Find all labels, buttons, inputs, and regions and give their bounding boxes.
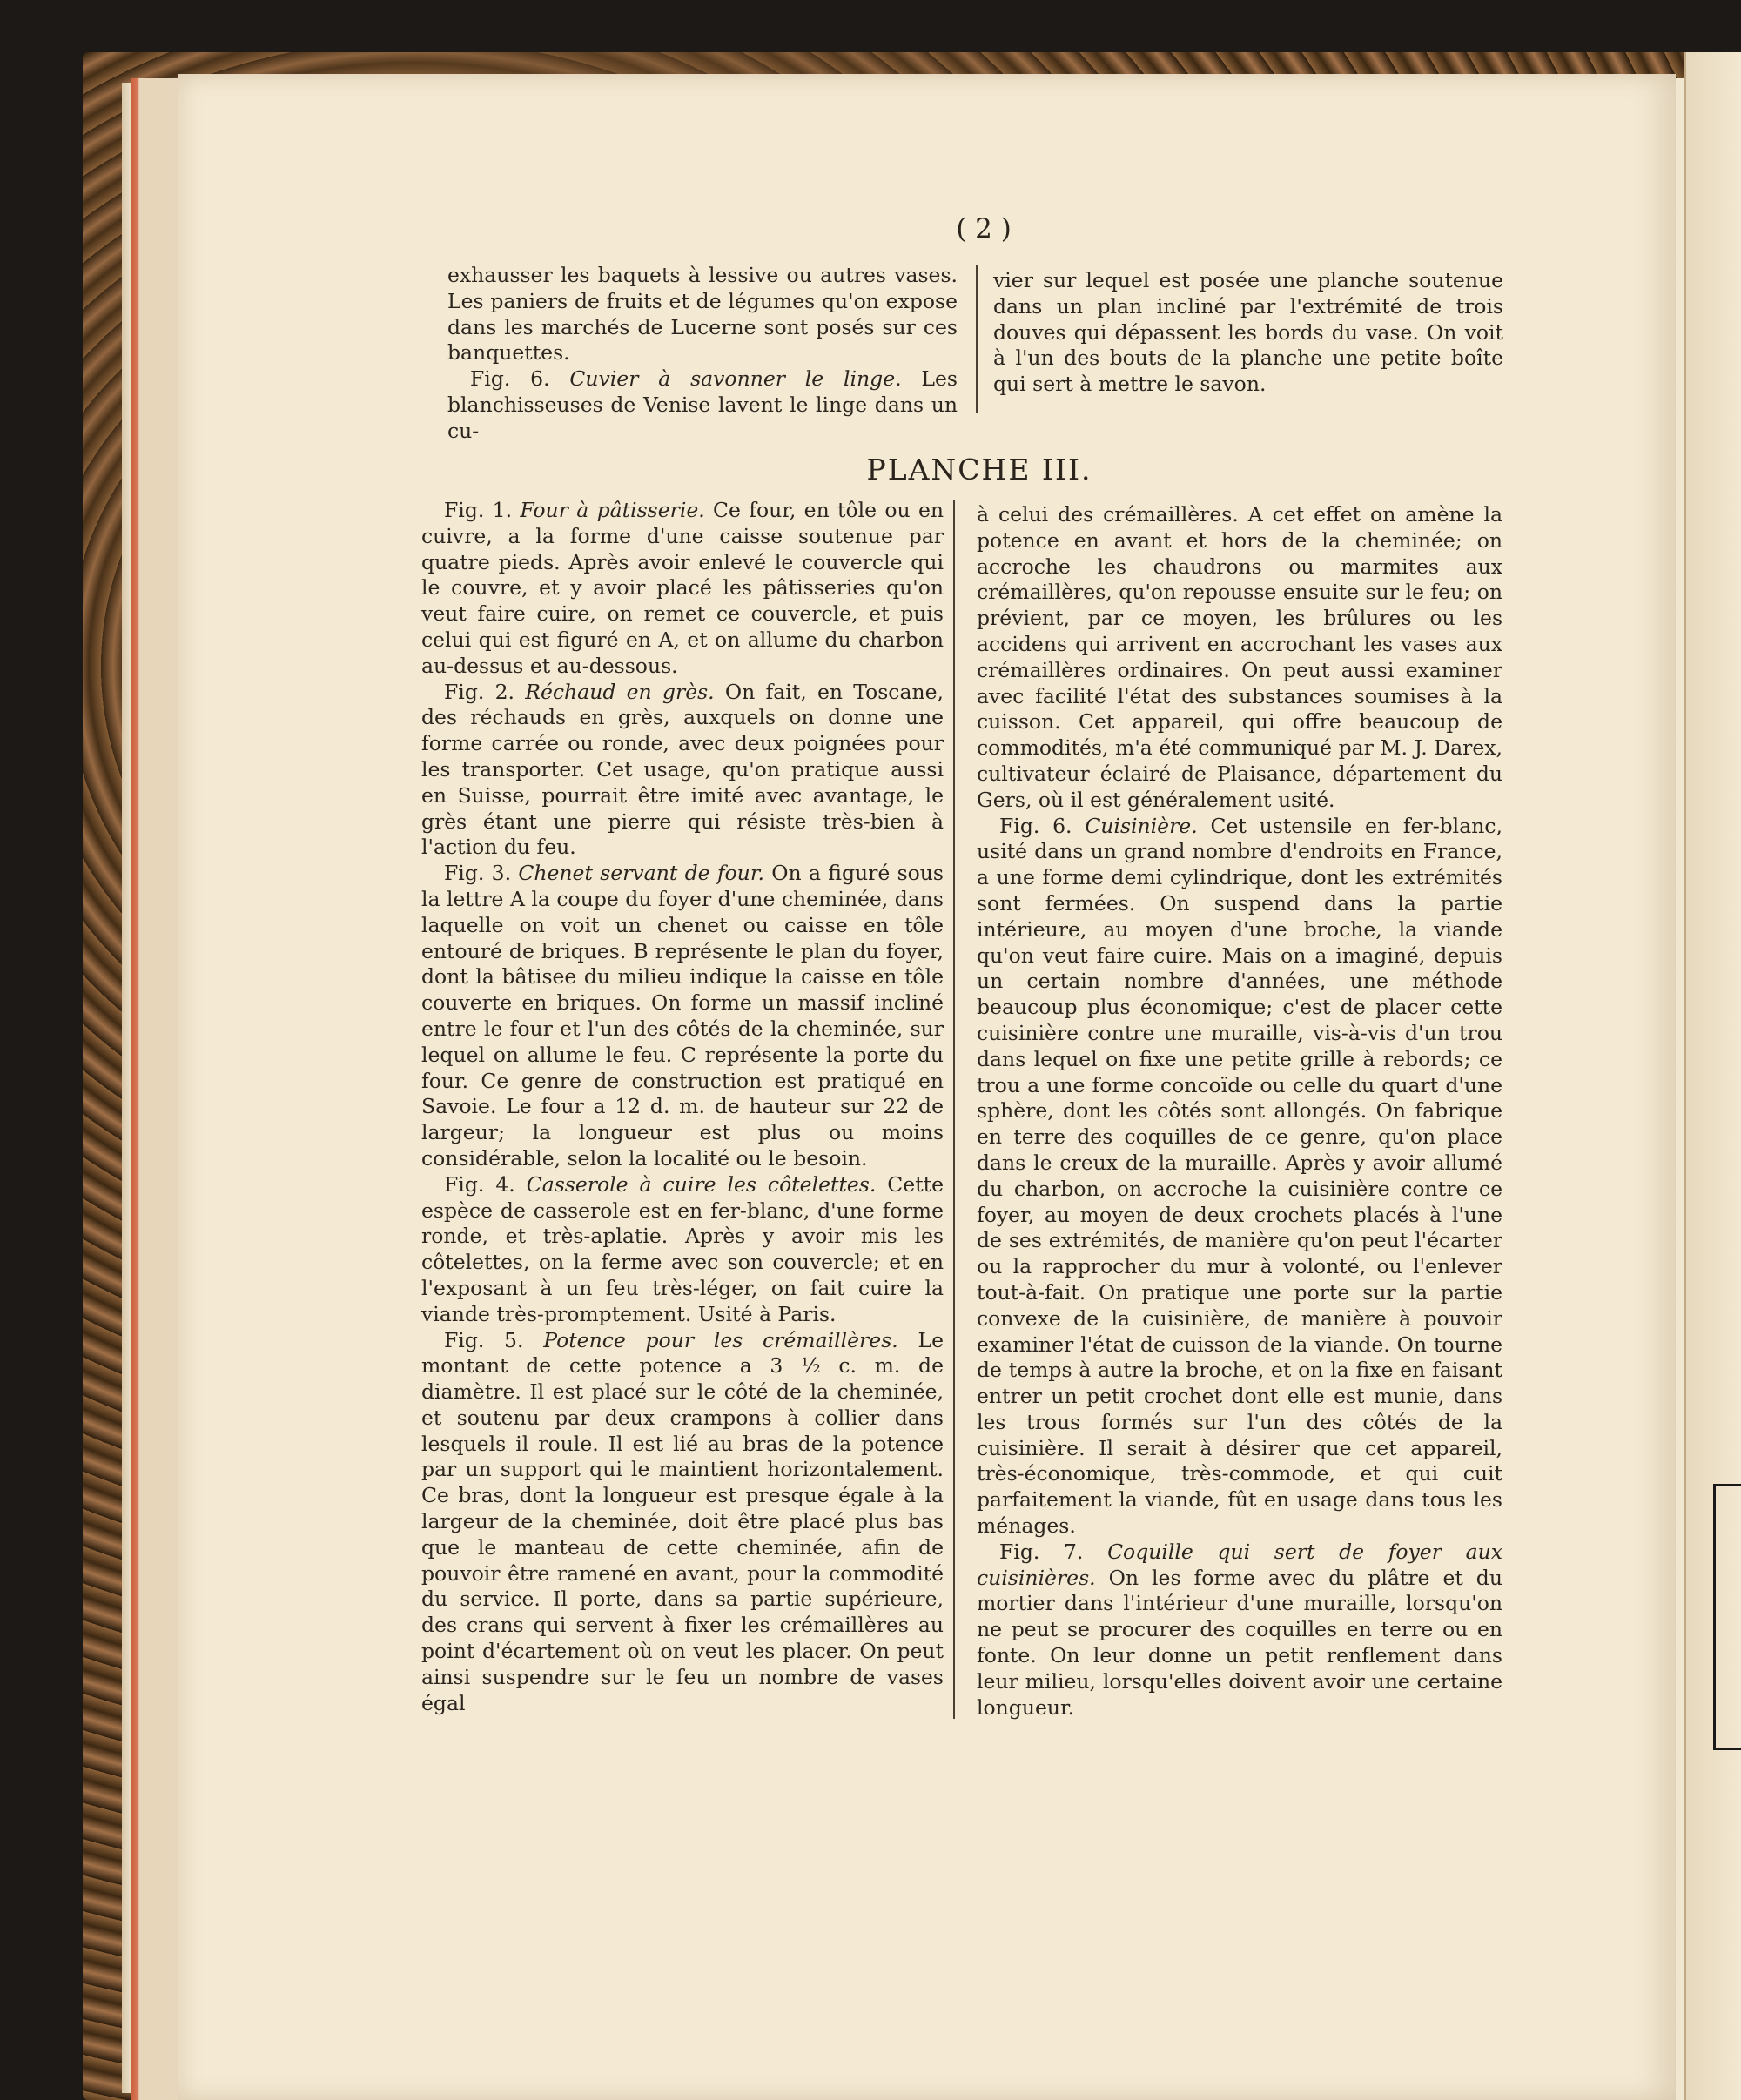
figure-title: Four à pâtisserie.: [520, 498, 705, 522]
facing-page-edge: [1684, 52, 1741, 2100]
paragraph: exhausser les baquets à lessive ou autres vases. Les paniers de fruits et de légumes qu'on expose dans les marchés de Lucerne sont posés sur ces banquettes.: [447, 263, 958, 366]
figure-number: Fig. 2.: [444, 679, 515, 704]
figure-text: On les forme avec du plâtre et du mortier dans l'intérieur d'une muraille, lorsqu'on ne peut se procurer des coquilles en terre ou en fonte. On leur donne un petit renflement dans leur milieu, lorsqu'elles doivent avoir une certaine longueur.: [977, 1565, 1502, 1720]
figure-paragraph: [421, 1172, 944, 1328]
figure-title: Casserole à cuire les côtelettes.: [526, 1171, 877, 1197]
figure-paragraph: [421, 680, 944, 862]
figure-title: Coquille qui sert de foyer aux cuisinières.: [977, 1539, 1502, 1590]
figure-title: Cuvier à savonner le linge.: [569, 366, 902, 392]
figure-title: Chenet servant de four.: [518, 861, 764, 886]
figure-paragraph: [977, 1540, 1502, 1721]
plate-heading: PLANCHE III.: [866, 453, 1092, 486]
figure-text: Cet ustensile en fer-blanc, usité dans un grand nombre d'endroits en France, a une forme demi cylindrique, dont les extrémités sont fermées. On suspend dans la partie intérieure, au moyen d'une broche, la viande qu'on veut faire cuire. Mais on a imaginé, depuis un certain nombre d'années, une méthode beaucoup plus économique; c'est de placer cette cuisinière contre une muraille, vis-à-vis d'un trou dans lequel on fixe une petite grille à rebords; ce trou a une forme concoïde ou celle du quart d'une sphère, dont les côtés sont allongés. On fabrique en terre des coquilles de ce genre, qu'on place dans le creux de la muraille. Après y avoir allumé du charbon, on accroche la cuisinière contre ce foyer, au moyen de deux crochets placés à l'une de ses extrémités, de manière qu'on peut l'écarter ou la rapprocher du mur à volonté, ou l'enlever tout-à-fait. On pratique une porte sur la partie convexe de la cuisinière, de manière à pouvoir examiner l'état de cuisson de la viande. On tourne de temps à autre la broche, et on la fixe en faisant entrer un petit crochet dont elle est munie, dans les trous formés sur l'un des côtés de la cuisinière. Il serait à désirer que cet appareil, très-économique, très-commode, et qui cuit parfaitement la viande, fût en usage dans tous les ménages.: [977, 813, 1502, 1539]
column-rule-top: [976, 265, 978, 413]
figure-text: Le montant de cette potence a 3 ½ c. m. de diamètre. Il est placé sur le côté de la cheminée, et soutenu par deux crampons à collier dans lesquels il roule. Il est lié au bras de la potence par un support qui le maintient horizontalement. Ce bras, dont la longueur est presque égale à la largeur de la cheminée, doit être placé plus bas que le manteau de cette cheminée, afin de pouvoir être ramené en avant, pour la commodité du service. Il porte, dans sa partie supérieure, des crans qui servent à fixer les crémaillères au point d'écartement où on veut les placer. On peut ainsi suspendre sur le feu un nombre de vases égal: [421, 1327, 944, 1715]
column-rule-main: [953, 500, 955, 1719]
left-column: [421, 498, 944, 1716]
figure-text: Cette espèce de casserole est en fer-blanc, d'une forme ronde, et très-aplatie. Après y avoir mis les côtelettes, on la ferme avec son couvercle; et en l'exposant à un feu très-léger, on fait cuire la viande très-promptement. Usité à Paris.: [421, 1171, 944, 1326]
figure-text: Les blanchisseuses de Venise lavent le linge dans un cu-: [447, 366, 958, 443]
figure-text: Ce four, en tôle ou en cuivre, a la forme d'une caisse soutenue par quatre pieds. Après avoir enlevé le couvercle qui le couvre, et y avoir placé les pâtisseries qu'on veut faire cuire, on remet ce couvercle, et puis celui qui est figuré en A, et on allume du charbon au-dessus et au-dessous.: [421, 498, 944, 678]
figure-paragraph: [447, 366, 958, 444]
right-column: [977, 502, 1502, 1721]
figure-number: Fig. 6.: [470, 366, 550, 392]
figure-number: Fig. 7.: [999, 1539, 1084, 1564]
figure-text: On fait, en Toscane, des réchauds en grès, auxquels on donne une forme carrée ou ronde, avec deux poignées pour les transporter. Cet usage, qu'on pratique aussi en Suisse, pourrait être imité avec avantage, le grès étant une pierre qui résiste très-bien à l'action du feu.: [421, 679, 944, 860]
figure-paragraph: [421, 498, 944, 680]
figure-paragraph: [421, 1328, 944, 1717]
top-left-column: [447, 263, 958, 445]
top-right-column: [993, 268, 1503, 398]
figure-number: Fig. 4.: [444, 1171, 515, 1197]
figure-paragraph: [421, 861, 944, 1172]
page-number: ( 2 ): [956, 213, 1012, 245]
figure-number: Fig. 6.: [999, 813, 1072, 838]
paragraph: vier sur lequel est posée une planche soutenue dans un plan incliné par l'extrémité de trois douves qui dépassent les bords du vase. On voit à l'un des bouts de la planche une petite boîte qui sert à mettre le savon.: [993, 268, 1503, 397]
figure-paragraph: [977, 814, 1502, 1540]
figure-number: Fig. 1.: [444, 498, 513, 522]
figure-number: Fig. 5.: [444, 1327, 524, 1352]
figure-text: On a figuré sous la lettre A la coupe du foyer d'une cheminée, dans laquelle on voit un chenet ou caisse en tôle entouré de briques. B représente le plan du foyer, dont la bâtisee du milieu indique la caisse en tôle couverte en briques. On forme un massif incliné entre le four et l'un des côtés de la cheminée, sur lequel on allume le feu. C représente la porte du four. Ce genre de construction est pratiqué en Savoie. Le four a 12 d. m. de hauteur sur 22 de largeur; la longueur est plus ou moins considérable, selon la localité ou le besoin.: [421, 861, 944, 1171]
figure-title: Réchaud en grès.: [525, 679, 715, 704]
paragraph: à celui des crémaillères. A cet effet on amène la potence en avant et hors de la cheminée; on accroche les chaudrons ou marmites aux crémaillères, qu'on repousse ensuite sur le feu; on prévient, par ce moyen, les brûlures ou les accidens qui arrivent en accrochant les vases aux crémaillères ordinaires. On peut aussi examiner avec facilité l'état des substances soumises à la cuisson. Cet appareil, qui offre beaucoup de commodités, m'a été communiqué par M. J. Darex, cultivateur éclairé de Plaisance, département du Gers, où il est généralement usité.: [977, 502, 1502, 812]
figure-title: Cuisinière.: [1085, 813, 1198, 838]
facing-page-bracket: [1713, 1484, 1741, 1750]
figure-number: Fig. 3.: [444, 861, 512, 886]
figure-title: Potence pour les crémaillères.: [543, 1327, 898, 1352]
